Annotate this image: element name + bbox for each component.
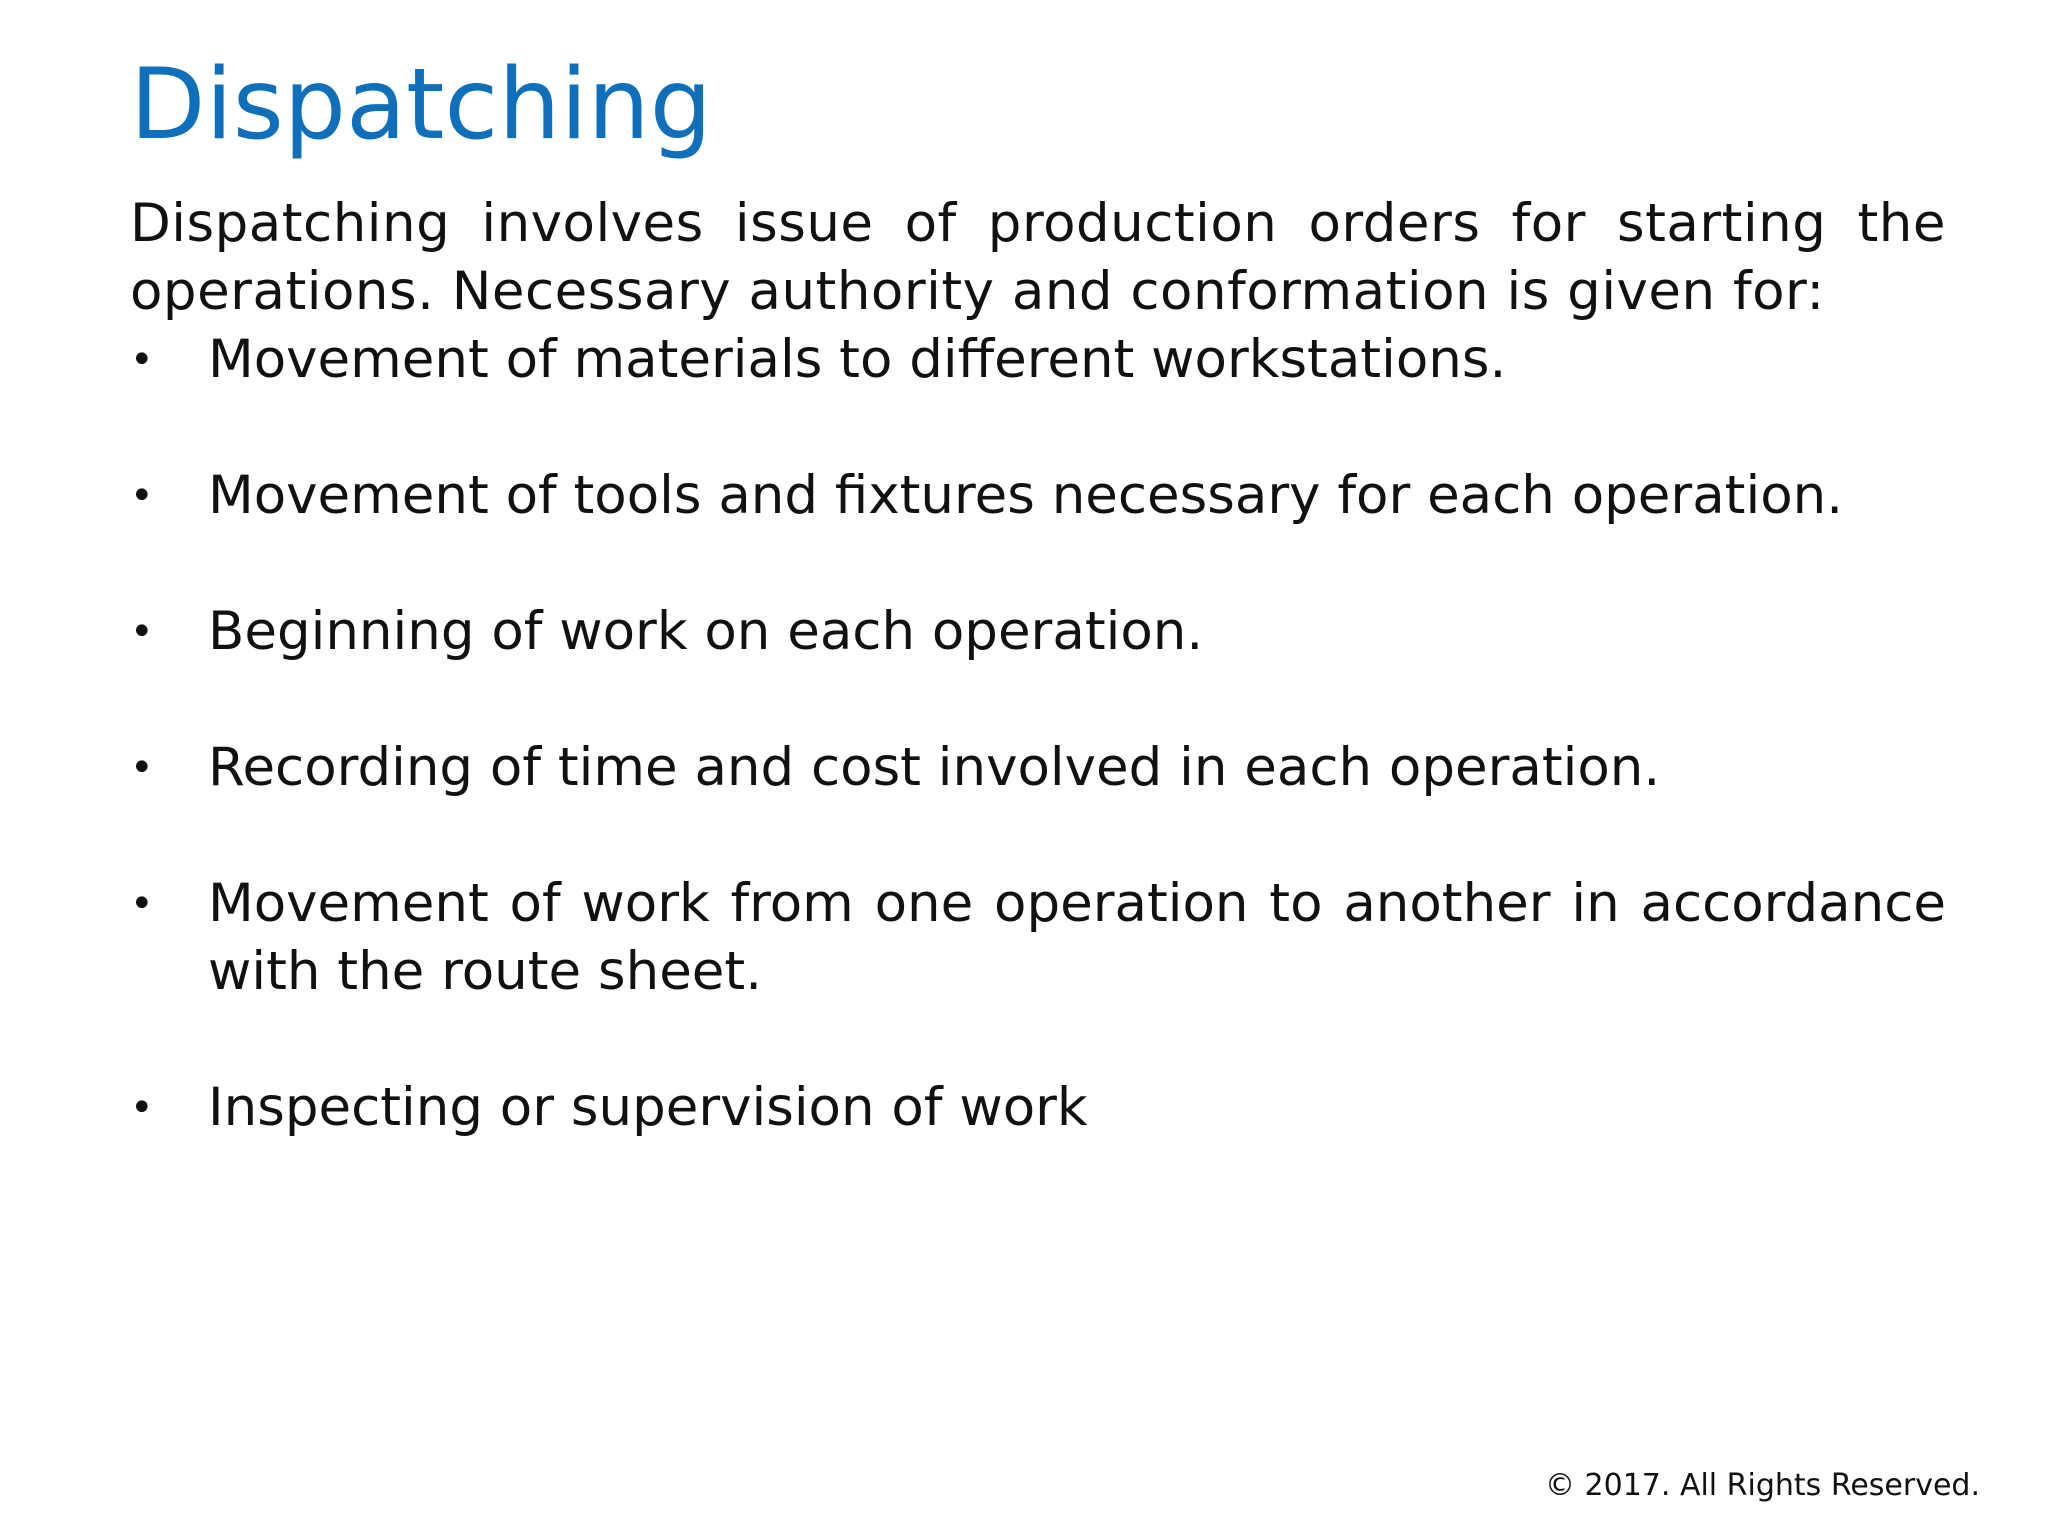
intro-paragraph: Dispatching involves issue of production orders for starting the operations. Necessary authority and conformation is given for:	[130, 193, 1946, 322]
bullet-item-materials	[130, 326, 1946, 394]
slide-title: Dispatching	[130, 48, 712, 162]
bullet-text: Beginning of work on each operation.	[208, 601, 1204, 662]
bullet-text: Inspecting or supervision of work	[208, 1077, 1088, 1138]
bullet-item-movement-work	[130, 870, 1946, 1006]
slide-content	[130, 190, 1946, 1142]
bullet-list	[130, 326, 1946, 1142]
bullet-text: Movement of materials to different workstations.	[208, 329, 1507, 390]
bullet-dot-icon: •	[130, 1085, 154, 1131]
bullet-dot-icon: •	[130, 473, 154, 519]
bullet-item-recording	[130, 734, 1946, 802]
copyright-footer: © 2017. All Rights Reserved.	[1544, 1468, 1980, 1503]
bullet-item-inspecting	[130, 1074, 1946, 1142]
bullet-dot-icon: •	[130, 745, 154, 791]
bullet-dot-icon: •	[130, 337, 154, 383]
bullet-text: Movement of tools and fixtures necessary for each operation.	[208, 465, 1844, 526]
bullet-item-tools	[130, 462, 1946, 530]
bullet-dot-icon: •	[130, 609, 154, 655]
bullet-text: Recording of time and cost involved in each operation.	[208, 737, 1661, 798]
bullet-item-beginning	[130, 598, 1946, 666]
bullet-text: Movement of work from one operation to another in accordance with the route sheet.	[208, 873, 1946, 1002]
bullet-dot-icon: •	[130, 881, 154, 927]
